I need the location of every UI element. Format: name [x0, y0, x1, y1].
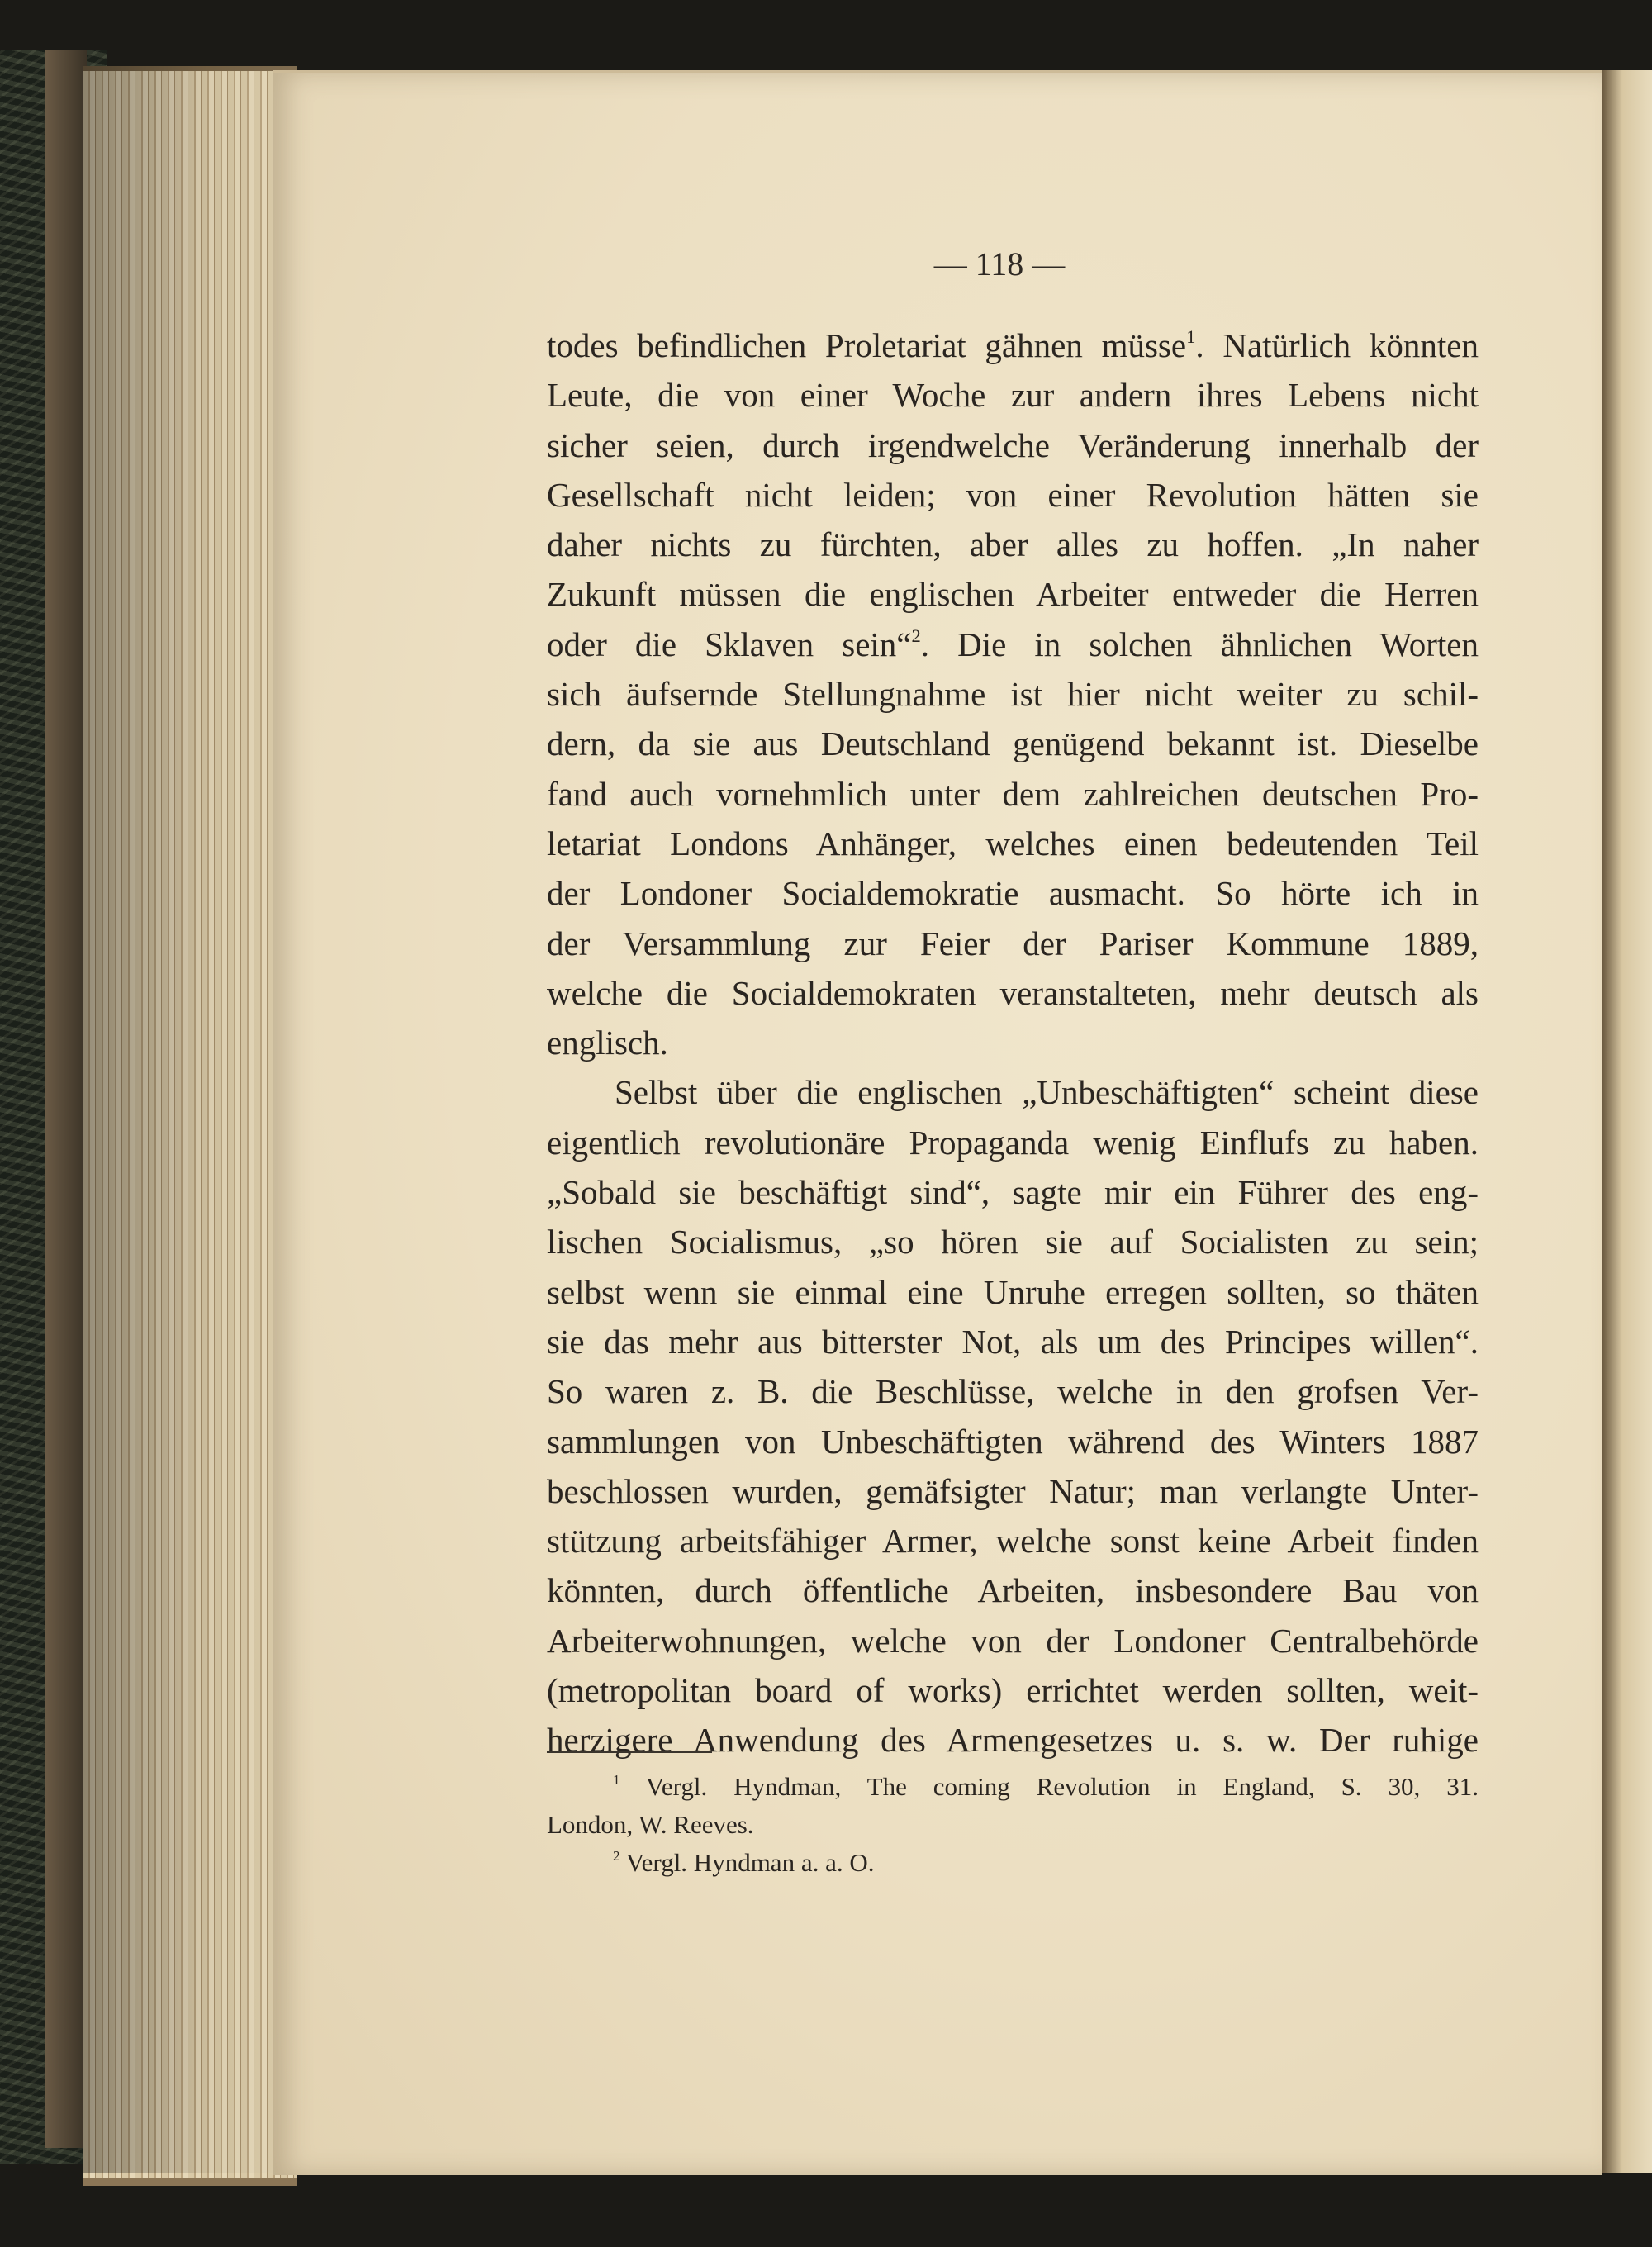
text-line	[547, 321, 1479, 370]
text-line: der Versammlung zur Feier der Pariser Kommune 1889,	[547, 924, 1479, 962]
footnote-1-text: Vergl. Hyndman, The coming Revolution in England, S. 30, 31.	[645, 1772, 1479, 1801]
footnote-2-marker: 2	[613, 1848, 620, 1865]
footnote-1-marker: 1	[613, 1772, 620, 1789]
text-line: Gesellschaft nicht leiden; von einer Revolution hätten sie	[547, 475, 1479, 514]
text-line: Leute, die von einer Woche zur andern ihres Lebens nicht	[547, 376, 1479, 415]
text-line: herzigere Anwendung des Armengesetzes u. s. w. Der ruhige	[547, 1721, 1479, 1760]
text-line: Selbst über die englischen „Unbeschäftigten“ scheint diese	[615, 1073, 1479, 1112]
footnotes	[547, 1768, 1479, 1882]
text-line: (metropolitan board of works) errichtet werden sollten, weit-	[547, 1671, 1479, 1710]
text-line: sich äufsernde Stellungnahme ist hier nicht weiter zu schil-	[547, 675, 1479, 714]
text-line: daher nichts zu fürchten, aber alles zu hoffen. „In naher	[547, 525, 1479, 564]
footnote-2-text: Vergl. Hyndman a. a. O.	[625, 1848, 875, 1877]
text-line: welche die Socialdemokraten veranstalteten, mehr deutsch als	[547, 973, 1479, 1012]
text-line: Arbeiterwohnungen, welche von der Londoner Centralbehörde	[547, 1621, 1479, 1660]
text-line: sie das mehr aus bitterster Not, als um des Principes willen“.	[547, 1322, 1479, 1361]
text-line: englisch.	[547, 1024, 668, 1062]
text-line: eigentlich revolutionäre Propaganda wenig Einflufs zu haben.	[547, 1123, 1479, 1162]
body-text	[547, 321, 1479, 1765]
text-segment: . Natürlich könnten	[1195, 326, 1479, 364]
footnote-separator	[547, 1751, 712, 1753]
text-segment: oder die Sklaven sein“	[547, 625, 912, 663]
text-line: beschlossen wurden, gemäfsigter Natur; man verlangte Unter-	[547, 1471, 1479, 1510]
page-number: — 118 —	[933, 245, 1066, 283]
page-edges-shadow	[83, 66, 297, 2173]
text-segment: . Die in solchen ähnlichen Worten	[920, 625, 1479, 663]
footnote-2	[547, 1844, 1479, 1882]
text-line: lischen Socialismus, „so hören sie auf Socialisten zu sein;	[547, 1223, 1479, 1261]
text-line: der Londoner Socialdemokratie ausmacht. So hörte ich in	[547, 874, 1479, 913]
text-line: Zukunft müssen die englischen Arbeiter entweder die Herren	[547, 575, 1479, 614]
text-segment: todes befindlichen Proletariat gähnen müsse	[547, 326, 1187, 364]
text-line: So waren z. B. die Beschlüsse, welche in den grofsen Ver-	[547, 1372, 1479, 1411]
footnote-1-continuation: London, W. Reeves.	[547, 1810, 754, 1839]
facing-page-edge	[1602, 70, 1652, 2173]
text-line: selbst wenn sie einmal eine Unruhe erregen sollten, so thäten	[547, 1272, 1479, 1311]
text-line: letariat Londons Anhänger, welches einen bedeutenden Teil	[547, 824, 1479, 862]
text-line: stützung arbeitsfähiger Armer, welche sonst keine Arbeit finden	[547, 1522, 1479, 1561]
footnote-reference: 2	[911, 625, 921, 646]
footnote-1	[547, 1768, 1479, 1806]
book-spine-edge	[45, 50, 87, 2148]
text-line: könnten, durch öffentliche Arbeiten, insbesondere Bau von	[547, 1571, 1479, 1610]
text-line: sammlungen von Unbeschäftigten während des Winters 1887	[547, 1422, 1479, 1461]
footnote-reference: 1	[1186, 326, 1196, 348]
text-line: „Sobald sie beschäftigt sind“, sagte mir ein Führer des eng-	[547, 1173, 1479, 1212]
text-line: sicher seien, durch irgendwelche Veränderung innerhalb der	[547, 425, 1479, 464]
text-line: dern, da sie aus Deutschland genügend bekannt ist. Dieselbe	[547, 724, 1479, 763]
text-line	[547, 620, 1479, 669]
text-line: fand auch vornehmlich unter dem zahlreichen deutschen Pro-	[547, 774, 1479, 813]
